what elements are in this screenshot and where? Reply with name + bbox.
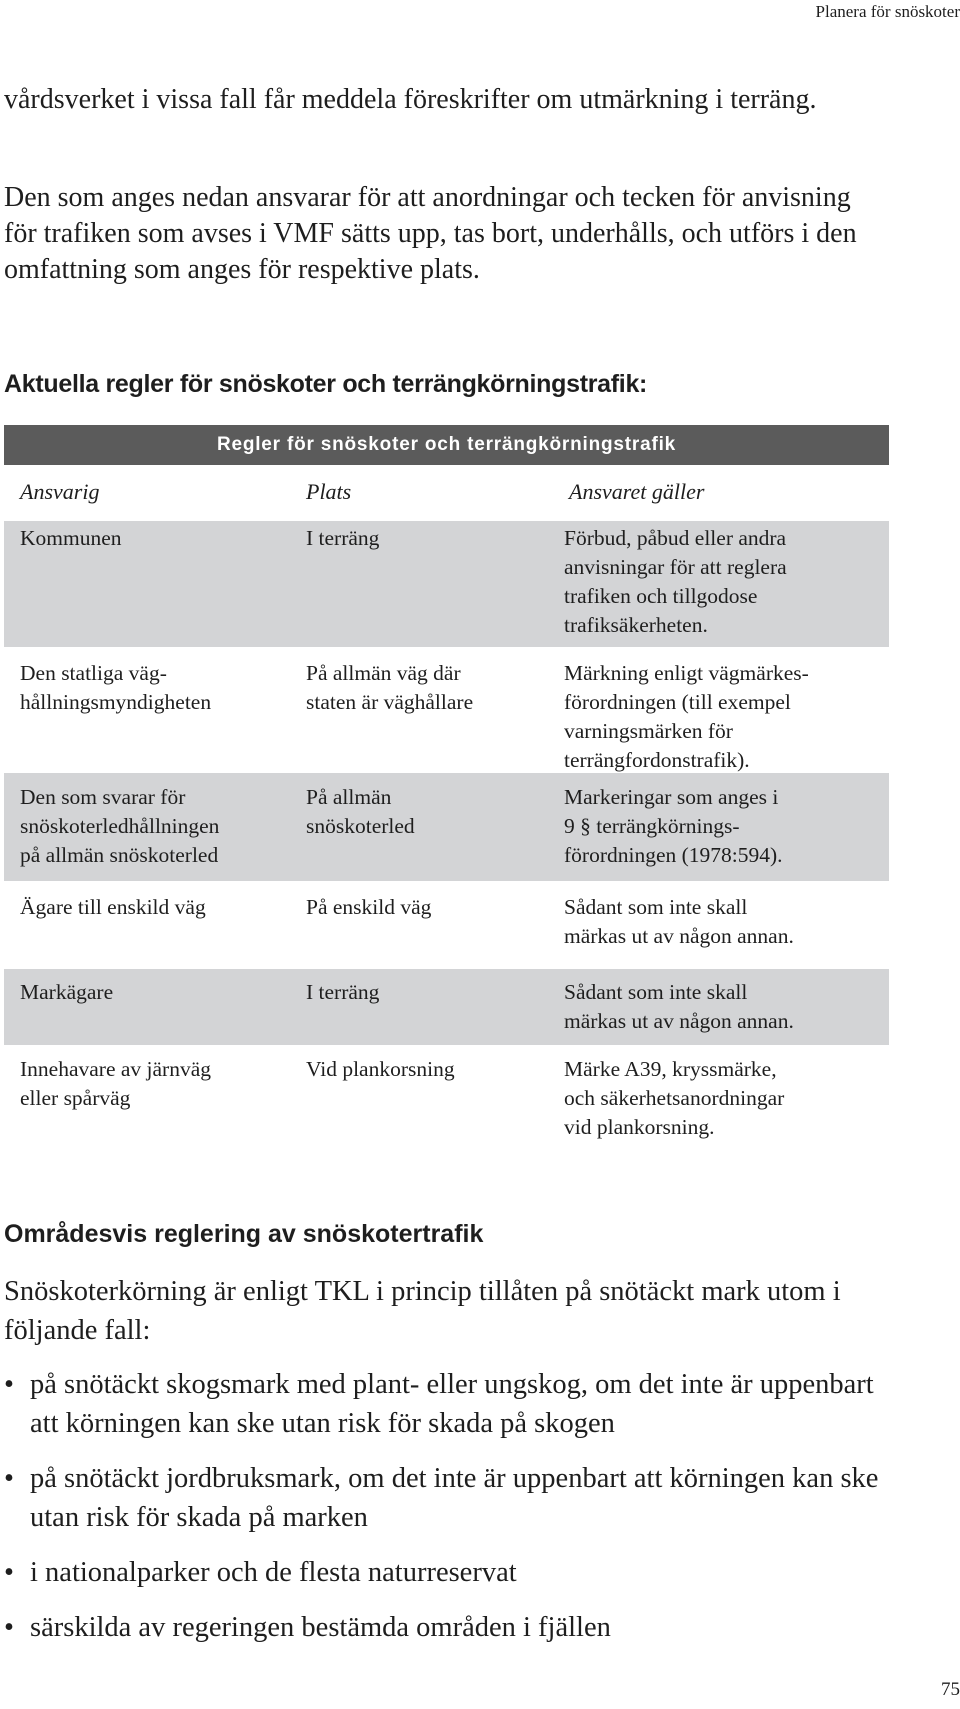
table-row — [4, 969, 889, 1045]
cell-ansvarig: Innehavare av järnväg eller spårväg — [20, 1057, 212, 1110]
page-number: 75 — [941, 1679, 960, 1700]
bullet-icon: • — [4, 1557, 14, 1588]
cell-ansvarig: Den statliga väg- hållningsmyndigheten — [20, 661, 212, 714]
table-row — [4, 773, 889, 881]
cell-ansvaret: Sådant som inte skall märkas ut av någon annan. — [564, 895, 794, 948]
list-item-text: i nationalparker och de flesta naturreservat — [30, 1557, 517, 1588]
cell-plats: Vid plankorsning — [306, 1057, 455, 1081]
cell-ansvaret: Märkning enligt vägmärkes- förordningen (till exempel varningsmärken för terrängfordonstrafik). — [564, 661, 809, 772]
cell-plats: På allmän snöskoterled — [306, 785, 415, 838]
list-item — [4, 1459, 894, 1537]
cell-plats: I terräng — [306, 980, 380, 1004]
cell-ansvaret: Sådant som inte skall märkas ut av någon annan. — [564, 980, 794, 1033]
cell-ansvarig: Ägare till enskild väg — [20, 895, 206, 919]
subsection-heading: Områdesvis reglering av snöskotertrafik — [4, 1220, 484, 1248]
cell-plats: På allmän väg där staten är väghållare — [306, 661, 474, 714]
rules-table — [4, 425, 889, 1155]
cell-ansvaret: Markeringar som anges i 9 § terrängkörnings- förordningen (1978:594). — [564, 785, 783, 867]
list-item-text: särskilda av regeringen bestämda områden i fjällen — [30, 1612, 611, 1643]
table-row — [4, 647, 889, 773]
intro-paragraph-2: Den som anges nedan ansvarar för att anordningar och tecken för anvisning för trafiken som avses i VMF sätts upp, tas bort, underhålls, och utförs i den omfattning som anges för respektive plats. — [4, 182, 857, 285]
table-row — [4, 1045, 889, 1155]
intro-paragraph-1: vårdsverket i vissa fall får meddela föreskrifter om utmärkning i terräng. — [4, 84, 817, 115]
bullet-icon: • — [4, 1369, 14, 1400]
list-item — [4, 1365, 894, 1443]
bullet-icon: • — [4, 1612, 14, 1643]
cell-ansvarig: Markägare — [20, 980, 114, 1004]
cell-ansvarig: Den som svarar för snöskoterledhållningen på allmän snöskoterled — [20, 785, 220, 867]
table-row — [4, 521, 889, 647]
bullet-list — [4, 1365, 894, 1663]
list-item-text: på snötäckt skogsmark med plant- eller ungskog, om det inte är uppenbart att körningen kan ske utan risk för skada på skogen — [30, 1369, 874, 1439]
cell-ansvaret: Förbud, påbud eller andra anvisningar för att reglera trafiken och tillgodose trafiksäkerheten. — [564, 526, 787, 637]
table-row — [4, 881, 889, 969]
cell-plats: I terräng — [306, 526, 380, 550]
cell-plats: På enskild väg — [306, 895, 432, 919]
table-title: Regler för snöskoter och terrängkörningstrafik — [4, 425, 889, 465]
list-item-text: på snötäckt jordbruksmark, om det inte är uppenbart att körningen kan ske utan risk för skada på marken — [30, 1463, 879, 1533]
list-item — [4, 1608, 894, 1647]
running-header: Planera för snöskoter — [815, 2, 960, 21]
column-header-ansvarig: Ansvarig — [20, 479, 100, 504]
cell-ansvarig: Kommunen — [20, 526, 122, 550]
bullet-icon: • — [4, 1463, 14, 1494]
table-header-row — [4, 465, 889, 521]
column-header-plats: Plats — [306, 479, 352, 504]
column-header-ansvaret: Ansvaret gäller — [569, 479, 705, 504]
list-item — [4, 1553, 894, 1592]
body-paragraph: Snöskoterkörning är enligt TKL i princip tillåten på snötäckt mark utom i följande fall: — [4, 1276, 841, 1346]
section-heading: Aktuella regler för snöskoter och terrängkörningstrafik: — [4, 370, 648, 398]
cell-ansvaret: Märke A39, kryssmärke, och säkerhetsanordningar vid plankorsning. — [564, 1057, 785, 1139]
